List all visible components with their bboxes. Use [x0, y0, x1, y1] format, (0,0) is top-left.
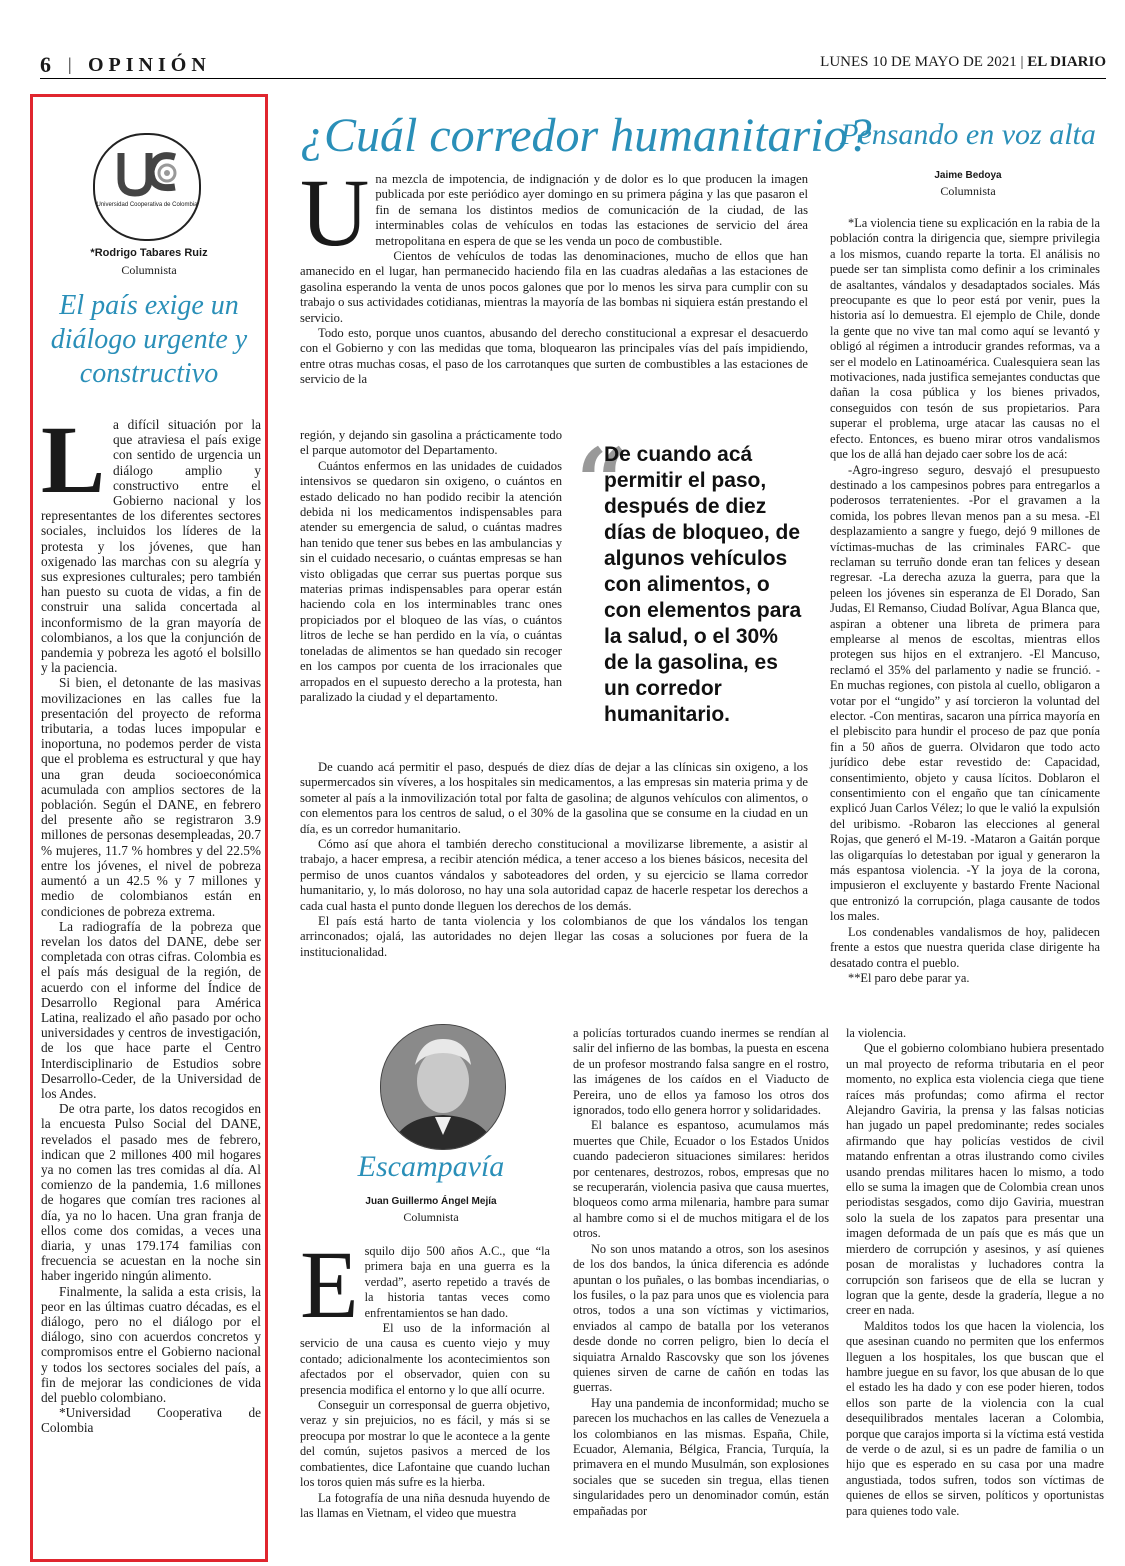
paragraph: Si bien, el detonante de las masivas movilizaciones en las calles fue la presentación del proyecto de reforma tributaria, a todas luces impopular e inoportuna, no podemos perder de vista que el problema es estructural y que hay una gran deuda socioeconómica acumulada con amplios sectores de la población. Según el DANE, en febrero del presente año se registraron 3.9 millones de personas desempleadas, 20.7 % mujeres, 11.7 % hombres y del 22.5% entre los jóvenes, el nivel de pobreza aumentó a un 42.5 % y 7 millones y medio de colombianos están en condiciones de pobreza extrema.: [41, 675, 261, 919]
pull-quote-text: De cuando acá permitir el paso, después de diez días de bloqueo, de algunos vehículos con alimentos, o con elementos para la salud, o el 30% de la gasolina, es un corredor humanitario.: [604, 443, 802, 726]
paragraph: El país está harto de tanta violencia y los colombianos de que los vándalos los tengan arrinconados; ojalá, las autoridades no dejen llegar las cosas a soluciones por fuera de la institucionalidad.: [300, 914, 808, 959]
university-logo: [93, 133, 201, 241]
main-article-top: [300, 159, 808, 388]
bottom-byline: Juan Guillermo Ángel Mejía: [365, 1196, 497, 1207]
left-column-highlight[interactable]: [30, 94, 268, 1562]
newspaper-name: EL DIARIO: [1027, 54, 1106, 70]
paragraph: Conseguir un corresponsal de guerra objetivo, veraz y sin prejuicios, no es fácil, y más si se preocupa por mostrar lo que le acontece a la gente del común, sujetos pasivos a merced de los combatientes, dice Lafontaine que cuando luchan los toros quien más sufre es la hierba.: [300, 1398, 550, 1490]
main-article-bottom: [300, 760, 808, 960]
right-article-body: [830, 216, 1100, 986]
paragraph: Malditos todos los que hacen la violencia, los que asesinan cuando no permiten que los enfermos lleguen a los hospitales, los que buscan que el hambre juegue en su favor, los que abusan de lo que el estado les ha dado y con ese poder hieren, todos ellos son parte de la violencia con la cual desequilibrados mentales laceran a Colombia, porque que carajos importa si la víctima está vestida de verde o de azul, si es un padre de familia o un hijo que es esperado en su casa por una madre angustiada, todos sufren, todos son víctimas de quienes de ellos se sirven, políticos y oportunistas para quienes todo vale.: [846, 1318, 1104, 1518]
bottom-article-col3: [846, 1026, 1104, 1519]
main-article-left: [300, 428, 562, 705]
paragraph: *La violencia tiene su explicación en la rabia de la población contra la dirigencia que, siempre privilegia a los mismos, cuando reparte la torta. El análisis no puede ser tan simplista como definir a los criminales de asaltantes, vándalos y desadaptados sociales. Más preocupante es que lo peor está por venir, pues la historia así lo demuestra. El ejemplo de Chile, donde la gente que no vive tan mal como aquí se levantó y obligó al régimen a introducir grandes reformas, va a ser el modelo en Latinoamérica. Cualesquiera sean las motivaciones, nada justifica semejantes conductas que dañan la cosa pública y los bienes privados, conseguidos con tesón de sus propietarios. Para superar el problema, urge atacar las causas no el efecto. Entonces, es bueno mirar otros vandalismos que los de allá han dejado caer sobre los de acá:: [830, 216, 1100, 462]
portrait-icon: [381, 1025, 505, 1149]
paragraph: a difícil situación por la que atraviesa el país exige con sentido de urgencia un diálogo amplio y constructivo entre el Gobierno nacional y los representantes de los diferentes sectores sociales, incluidos los líderes de la protesta y los jóvenes, que han oxigenado las marchas con su alegría y sus expresiones culturales; pero también han puesto su cuota de vidas, a fin de construir una salida concertada al inconformismo de la gran mayoría de colombianos, a los que la conjunción de pandemia y pobreza les agotó el bolsillo y la paciencia.: [41, 417, 261, 676]
columnist-photo: [380, 1024, 506, 1150]
paragraph: -Agro-ingreso seguro, desvajó el presupuesto destinado a los campesinos pobres para entregarlos a poderosos terratenientes. -Por el gravamen a la comida, los pobres llevan menos pan a su mesa. -El desplazamiento a sangre y fuego, dejó 9 millones de víctimas-muchas de las criminales FARC- que reclaman su terruño donde eran tan felices y desean regresar. -La derecha azuza la guerra, para que la peleen los jóvenes sin esperanza de El Dorado, San Judas, El Remanso, Ciudad Bolívar, Agua Blanca que, aspiran a obtener una libreta de primera para emplearse al menos de escoltas, mientras ellos protegen sus hijos en el extranjero. -El Mancuso, reclamó el 35% del parlamento y nadie se frunció. -En muchas regiones, con pistola al cuello, obligaron a votar por el “ungido” y así torcieron la voluntad del elector. -Con mentiras, sacaron una pírrica mayoría en el plebiscito para hundir el proceso de paz que ponía fin a 50 años de guerra. Olvidaron que todo acto jurídico debe estar revestido de: Capacidad, consentimiento, objeto y causa lícitos. Doblaron el consentimiento con el engaño que tan cínicamente explicó Juan Carlos Vélez; lo que le valió la expulsión del uribismo. -Robaron las elecciones al general Rojas, que generó el M-19. -Mataron a Gaitán porque las oligarquías lo detestaban por igual y generaron la más espantosa violencia. -Y la joya de la corona, impusieron el excluyente y bastardo Frente Nacional que entronizó la corrupción, plaga causante de todos los males.: [830, 462, 1100, 924]
paragraph: squilo dijo 500 años A.C., que “la primera baja en una guerra es la verdad”, aserto repetido a través de la historia tantas veces como enfrentamientos se han dado.: [364, 1244, 550, 1320]
section-name: OPINIÓN: [88, 54, 211, 76]
bottom-article-col1: [300, 1231, 550, 1521]
left-dropcap: L: [41, 406, 106, 513]
paragraph: Los condenables vandalismos de hoy, palidecen frente a estos que nuestra querida clase dirigente ha desatado contra el pueblo.: [830, 924, 1100, 970]
footnote: *Universidad Cooperativa de Colombia: [41, 1405, 261, 1436]
left-article-body: [41, 406, 261, 1436]
right-byline: Jaime Bedoya: [934, 170, 1002, 181]
bottom-dropcap: E: [300, 1231, 359, 1338]
left-headline: El país exige un diálogo urgente y constructivo: [50, 290, 248, 389]
paragraph: Finalmente, la salida a esta crisis, la peor en las últimas cuatro décadas, es el diálogo, pero no el diálogo por el diálogo, sino con acuerdos concretos y compromisos entre el Gobierno nacional y todos los sectores sociales del país, a fin de mejorar las condiciones de vida del pueblo colombiano.: [41, 1283, 261, 1405]
page-header: [40, 52, 1106, 80]
right-headline: Pensando en voz alta: [840, 118, 1096, 151]
header-separator: |: [68, 54, 72, 74]
header-rule: [40, 78, 1106, 79]
paragraph: **El paro debe parar ya.: [848, 970, 970, 985]
bottom-headline: Escampavía: [357, 1150, 505, 1183]
issue-date: LUNES 10 DE MAYO DE 2021 |: [820, 54, 1028, 70]
dateline: [820, 54, 1106, 71]
paragraph: Cuántos enfermos en las unidades de cuidados intensivos se quedaron sin oxigeno, o cuántos en estado delicado no han podido recibir la atención debida ni los medicamentos indispensables para atender su emergencia de salud, o cuántas madres han tenido que tener sus bebes en las ambulancias y sin el cuidado necesario, o cuántas empresas se han visto obligadas que cerrar sus puertas porque sus materias primas indispensables para operar están haciendo cola en los interminables tranc ones propiciados por el bloqueo de las vías, o cuántos litros de leche se han perdido en la vía, o cuántas toneladas de alimentos se han quedado sin recoger en los campos por cuenta de los irracionales que arropados en el supuesto derecho a la protesta, han paralizado la ciudad y el departamento.: [300, 458, 562, 704]
left-byline: *Rodrigo Tabares Ruiz: [90, 247, 208, 259]
paragraph: El balance es espantoso, acumulamos más muertes que Chile, Ecuador o los Estados Unidos cuando padecieron situaciones similares: heridos por centenares, destrozos, robos, empresas que no se recuperarán, violencia pasiva que causa muertes, bloqueos como arma milenaria, hambre para sumar al hambre como si el de muchos mitigara el de los otros.: [573, 1118, 829, 1241]
paragraph: De otra parte, los datos recogidos en la encuesta Pulso Social del DANE, revelados el pasado mes de febrero, indican que 2 millones 400 mil hogares ya no comen las tres comidas al día. Al comienzo de la pandemia, 1.6 millones de hogares que comían tres raciones al día, ya no lo hacen. Una gran franja de ellos come dos comidas, a veces una diaria, y unas 179.174 familias con frecuencia se acuestan en la noche sin haber ingerido ningún alimento.: [41, 1101, 261, 1284]
paragraph: la violencia.: [846, 1026, 907, 1040]
paragraph: a policías torturados cuando inermes se rendían al salir del infierno de las bombas, la puesta en escena de un profesor mostrando falsa sangre en el rostro, las imágenes de los caídos en el Viaducto de Pereira, uno de ellos ya famoso los otros dos ignorados, todo ello genera horror y solidaridades.: [573, 1026, 829, 1118]
bottom-role: Columnista: [403, 1210, 459, 1224]
main-headline: ¿Cuál corredor humanitario?: [300, 109, 872, 162]
paragraph: región, y dejando sin gasolina a prácticamente todo el parque automotor del Departamento.: [300, 428, 562, 458]
paragraph: Hay una pandemia de inconformidad; mucho se parecen los muchachos en las calles de Venezuela a los colombianos en las mismas. España, Chile, Ecuador, Alemania, Bélgica, Francia, Turquía, la primavera en el mundo Musulmán, son explosiones sociales que se suceden sin tregua, ellas tienen singularidades pero un denominador común, están empañadas por: [573, 1395, 829, 1518]
paragraph: De cuando acá permitir el paso, después de diez días de dejar a las clínicas sin oxigeno, a los supermercados sin víveres, a los hospitales sin medicamentos, a las empresas sin materia prima y de someter al país a la inmovilización total por falta de gasolina; de algunos vehículos con alimentos, o con elementos para los centros de salud, o el 30% de la gasolina que se consume en la ciudad en un día, es un corredor humanitario.: [300, 760, 808, 836]
logo-mark-icon: [95, 135, 199, 239]
left-role: Columnista: [121, 263, 177, 277]
quote-mark-icon: “: [576, 428, 629, 536]
paragraph: Todo esto, porque unos cuantos, abusando del derecho constitucional a expresar el desacuerdo con el Gobierno y con las medidas que toma, bloquearon las principales vías del país impidiendo, entre otras muchas cosas, el paso de los carrotanques que surten de combustibles a las estaciones de servicio de la: [300, 326, 808, 387]
paragraph: No son unos matando a otros, son los asesinos de los dos bandos, la única diferencia es adónde apuntan o los puñales, o las bombas incendiarias, o los fusiles, o la paz para unos que es violencia para otros, todos a una son víctimas y victimarios, enviados al campo de batalla por los veteranos desde donde no corren peligro, bien lo decía el siquiatra Arnaldo Rascovsky que son los jóvenes quienes sirven de carne de cañón en todas las guerras.: [573, 1241, 829, 1395]
pull-quote: [576, 428, 808, 728]
paragraph: La radiografía de la pobreza que revelan los datos del DANE, debe ser completada con otras cifras. Colombia es el país más desigual de la región, de acuerdo con el informe del Índice de Desarrollo Regional para América Latina, realizado el año pasado por ocho universidades y centros de investigación, de los que hace parte el Centro Interdisciplinario de Estudios sobre Desarrollo-Ceder, de la Universidad de los Andes.: [41, 918, 261, 1101]
page-number: 6: [40, 52, 51, 77]
paragraph: El uso de la información al servicio de una causa es cuento viejo y muy contado; adicionalmente los acontecimientos son afectados por el observador, quien con su presencia modifica el entorno y lo que allí ocurre.: [300, 1321, 550, 1397]
paragraph: Que el gobierno colombiano hubiera presentado un mal proyecto de reforma tributaria en el peor momento, no explica esta violencia ciega que tiene raíces más profundas; como afirma el rector Alejandro Gaviria, la prensa y las falsas noticias han jugado un papel predominante; redes sociales afirmando que hay policías vestidos de civil matando enfrentan a otras ilustrando como civiles usando prendas militares hacen lo mismo, a todo ello se suma la imagen que de Colombia crean unos periodistas sesgados, como dijo Gaviria, muestran solo la suela de los zapatos para presentar una imagen deformada de un país que es más que un mierdero de corrupción y asesinos, y así quienes posan de moralistas y luchadores contra la corrupción son fariseos que de ella se lucran y logran que la gente, desde la gradería, llegue a no creer en nada.: [846, 1041, 1104, 1318]
paragraph: Cómo así que ahora el también derecho constitucional a movilizarse libremente, a asistir al trabajo, a hacer empresa, a recibir atención médica, a tener acceso a los bienes básicos, necesita del permiso de unos cuantos vándalos y saboteadores del orden, y su ejercicio se llama corredor humanitario, y, lo más doloroso, no hay una sola autoridad capaz de hacerle respetar los derechos a cada cual hasta el punto donde lleguen los derechos de los demás.: [300, 837, 808, 913]
paragraph: na mezcla de impotencia, de indignación y de dolor es lo que producen la imagen publicada por este periódico ayer domingo en su primera página y las que pasaron el fin de semana los distintos medios de comunicación de la ciudad, de las interminables colas de vehículos en todas las estaciones de servicio del área metropolitana en espera de que se les venda un poco de combustible.: [375, 172, 808, 248]
right-role: Columnista: [940, 184, 996, 198]
paragraph: Cientos de vehículos de todas las denominaciones, mucho de ellos que han amanecido en el lugar, han permanecido haciendo fila en las cuadras aledañas a las estaciones de gasolina esperando la venta de unos pocos galones que por lo menos les sirva para cumplir con su trabajo o sus actividades cotidianas, mientras la mayoría de las bombas ni siquiera están prestando el servicio.: [300, 249, 808, 325]
bottom-article-col2: [573, 1026, 829, 1519]
paragraph: La fotografía de una niña desnuda huyendo de las llamas en Vietnam, el video que muestra: [300, 1490, 550, 1520]
logo-text: Universidad Cooperativa de Colombia: [96, 202, 198, 208]
main-dropcap: U: [300, 159, 370, 266]
